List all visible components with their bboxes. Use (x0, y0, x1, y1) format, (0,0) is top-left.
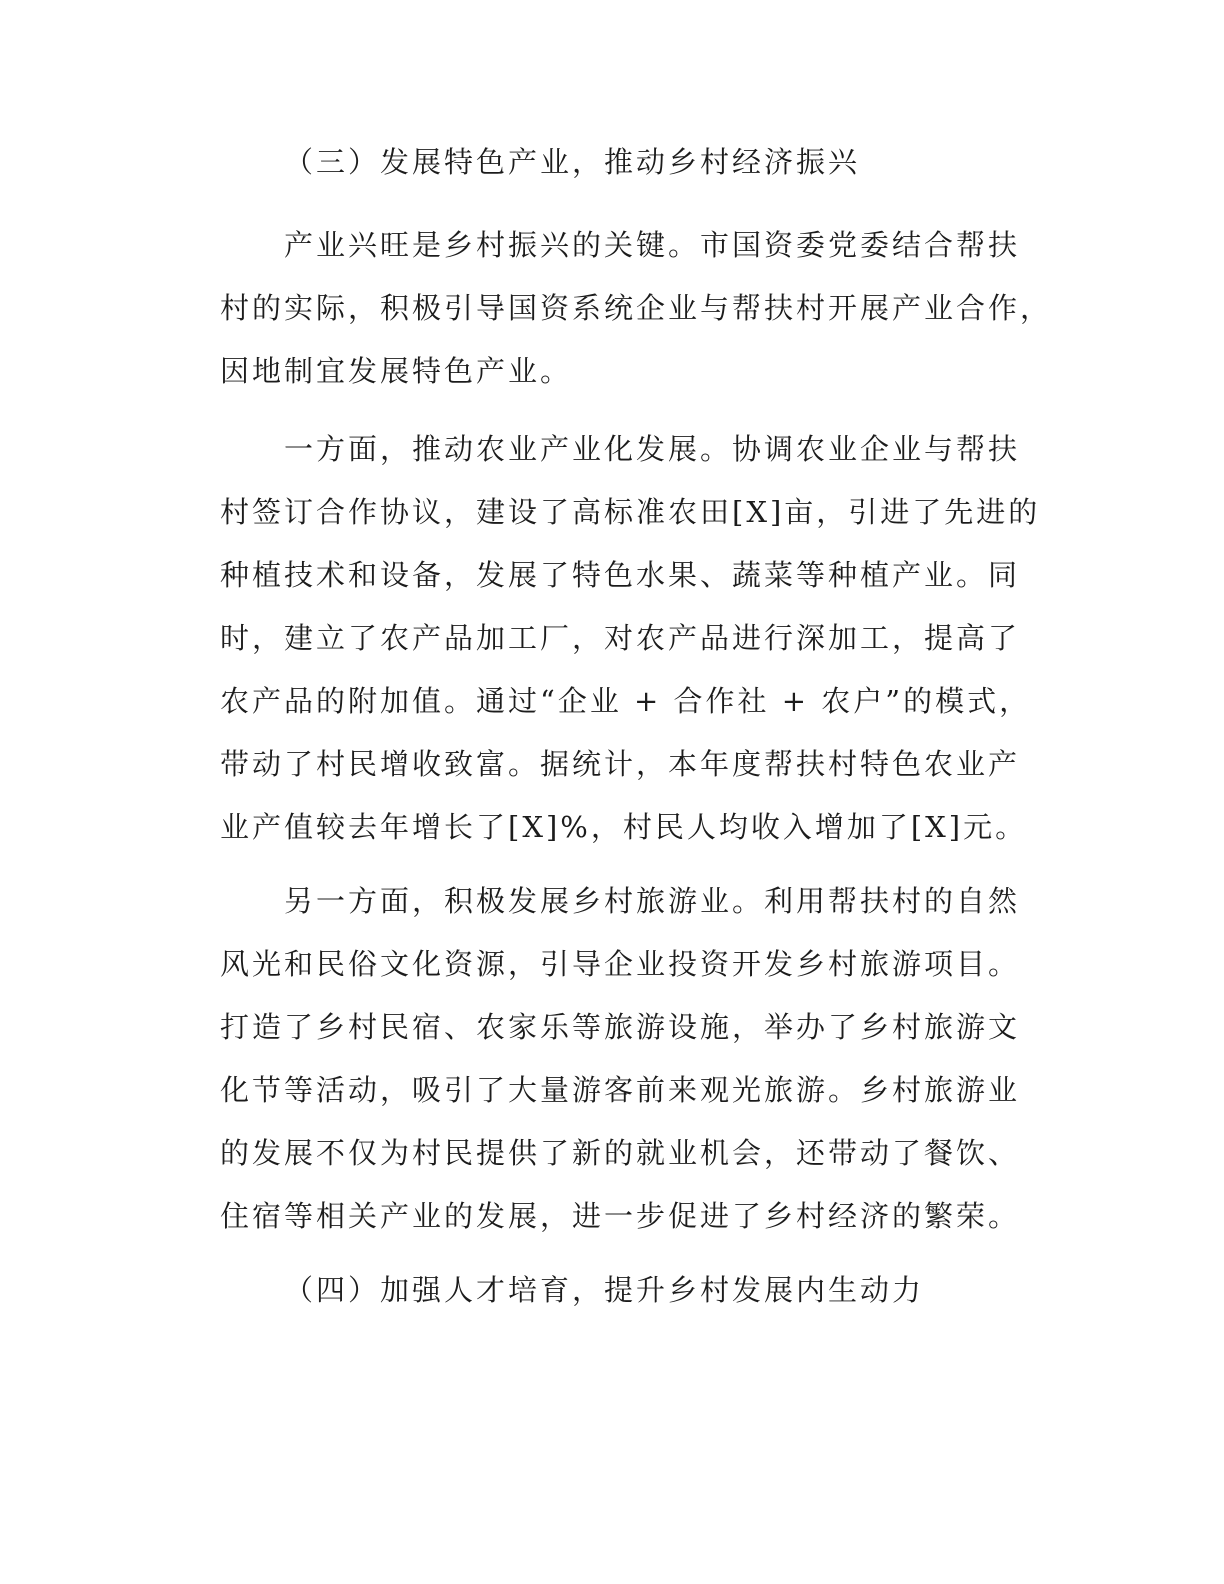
section-heading-4 (220, 1270, 1020, 1310)
paragraph-line: 带动了村民增收致富。据统计，本年度帮扶村特色农业产 (220, 747, 1021, 781)
paragraph-line: 化节等活动，吸引了大量游客前来观光旅游。乡村旅游业 (220, 1073, 1021, 1107)
paragraph-line: 一方面，推动农业产业化发展。协调农业企业与帮扶 (284, 432, 1021, 466)
section-heading-3 (220, 142, 1020, 182)
paragraph-line: 的发展不仅为村民提供了新的就业机会，还带动了餐饮、 (220, 1136, 1021, 1170)
paragraph-line: 另一方面，积极发展乡村旅游业。利用帮扶村的自然 (284, 884, 1021, 918)
paragraph-line: 打造了乡村民宿、农家乐等旅游设施，举办了乡村旅游文 (220, 1010, 1021, 1044)
section-heading-3-text: （三）发展特色产业，推动乡村经济振兴 (284, 145, 861, 179)
section-heading-4-text: （四）加强人才培育，提升乡村发展内生动力 (284, 1273, 925, 1307)
paragraph-line: 村签订合作协议，建设了高标准农田[X]亩，引进了先进的 (220, 495, 1041, 529)
paragraph-tourism (220, 870, 1020, 1248)
paragraph-line: 业产值较去年增长了[X]%，村民人均收入增加了[X]元。 (220, 810, 1028, 844)
paragraph-line: 因地制宜发展特色产业。 (220, 354, 573, 388)
paragraph-line: 村的实际，积极引导国资系统企业与帮扶村开展产业合作， (220, 291, 1053, 325)
paragraph-line: 风光和民俗文化资源，引导企业投资开发乡村旅游项目。 (220, 947, 1021, 981)
paragraph-line: 住宿等相关产业的发展，进一步促进了乡村经济的繁荣。 (220, 1199, 1021, 1233)
paragraph-industry-intro (220, 214, 1053, 403)
paragraph-line: 时，建立了农产品加工厂，对农产品进行深加工，提高了 (220, 621, 1021, 655)
paragraph-agriculture (220, 418, 1041, 859)
paragraph-line: 种植技术和设备，发展了特色水果、蔬菜等种植产业。同 (220, 558, 1021, 592)
paragraph-line: 农产品的附加值。通过“企业 + 合作社 + 农户”的模式， (220, 684, 1032, 718)
paragraph-line: 产业兴旺是乡村振兴的关键。市国资委党委结合帮扶 (284, 228, 1021, 262)
